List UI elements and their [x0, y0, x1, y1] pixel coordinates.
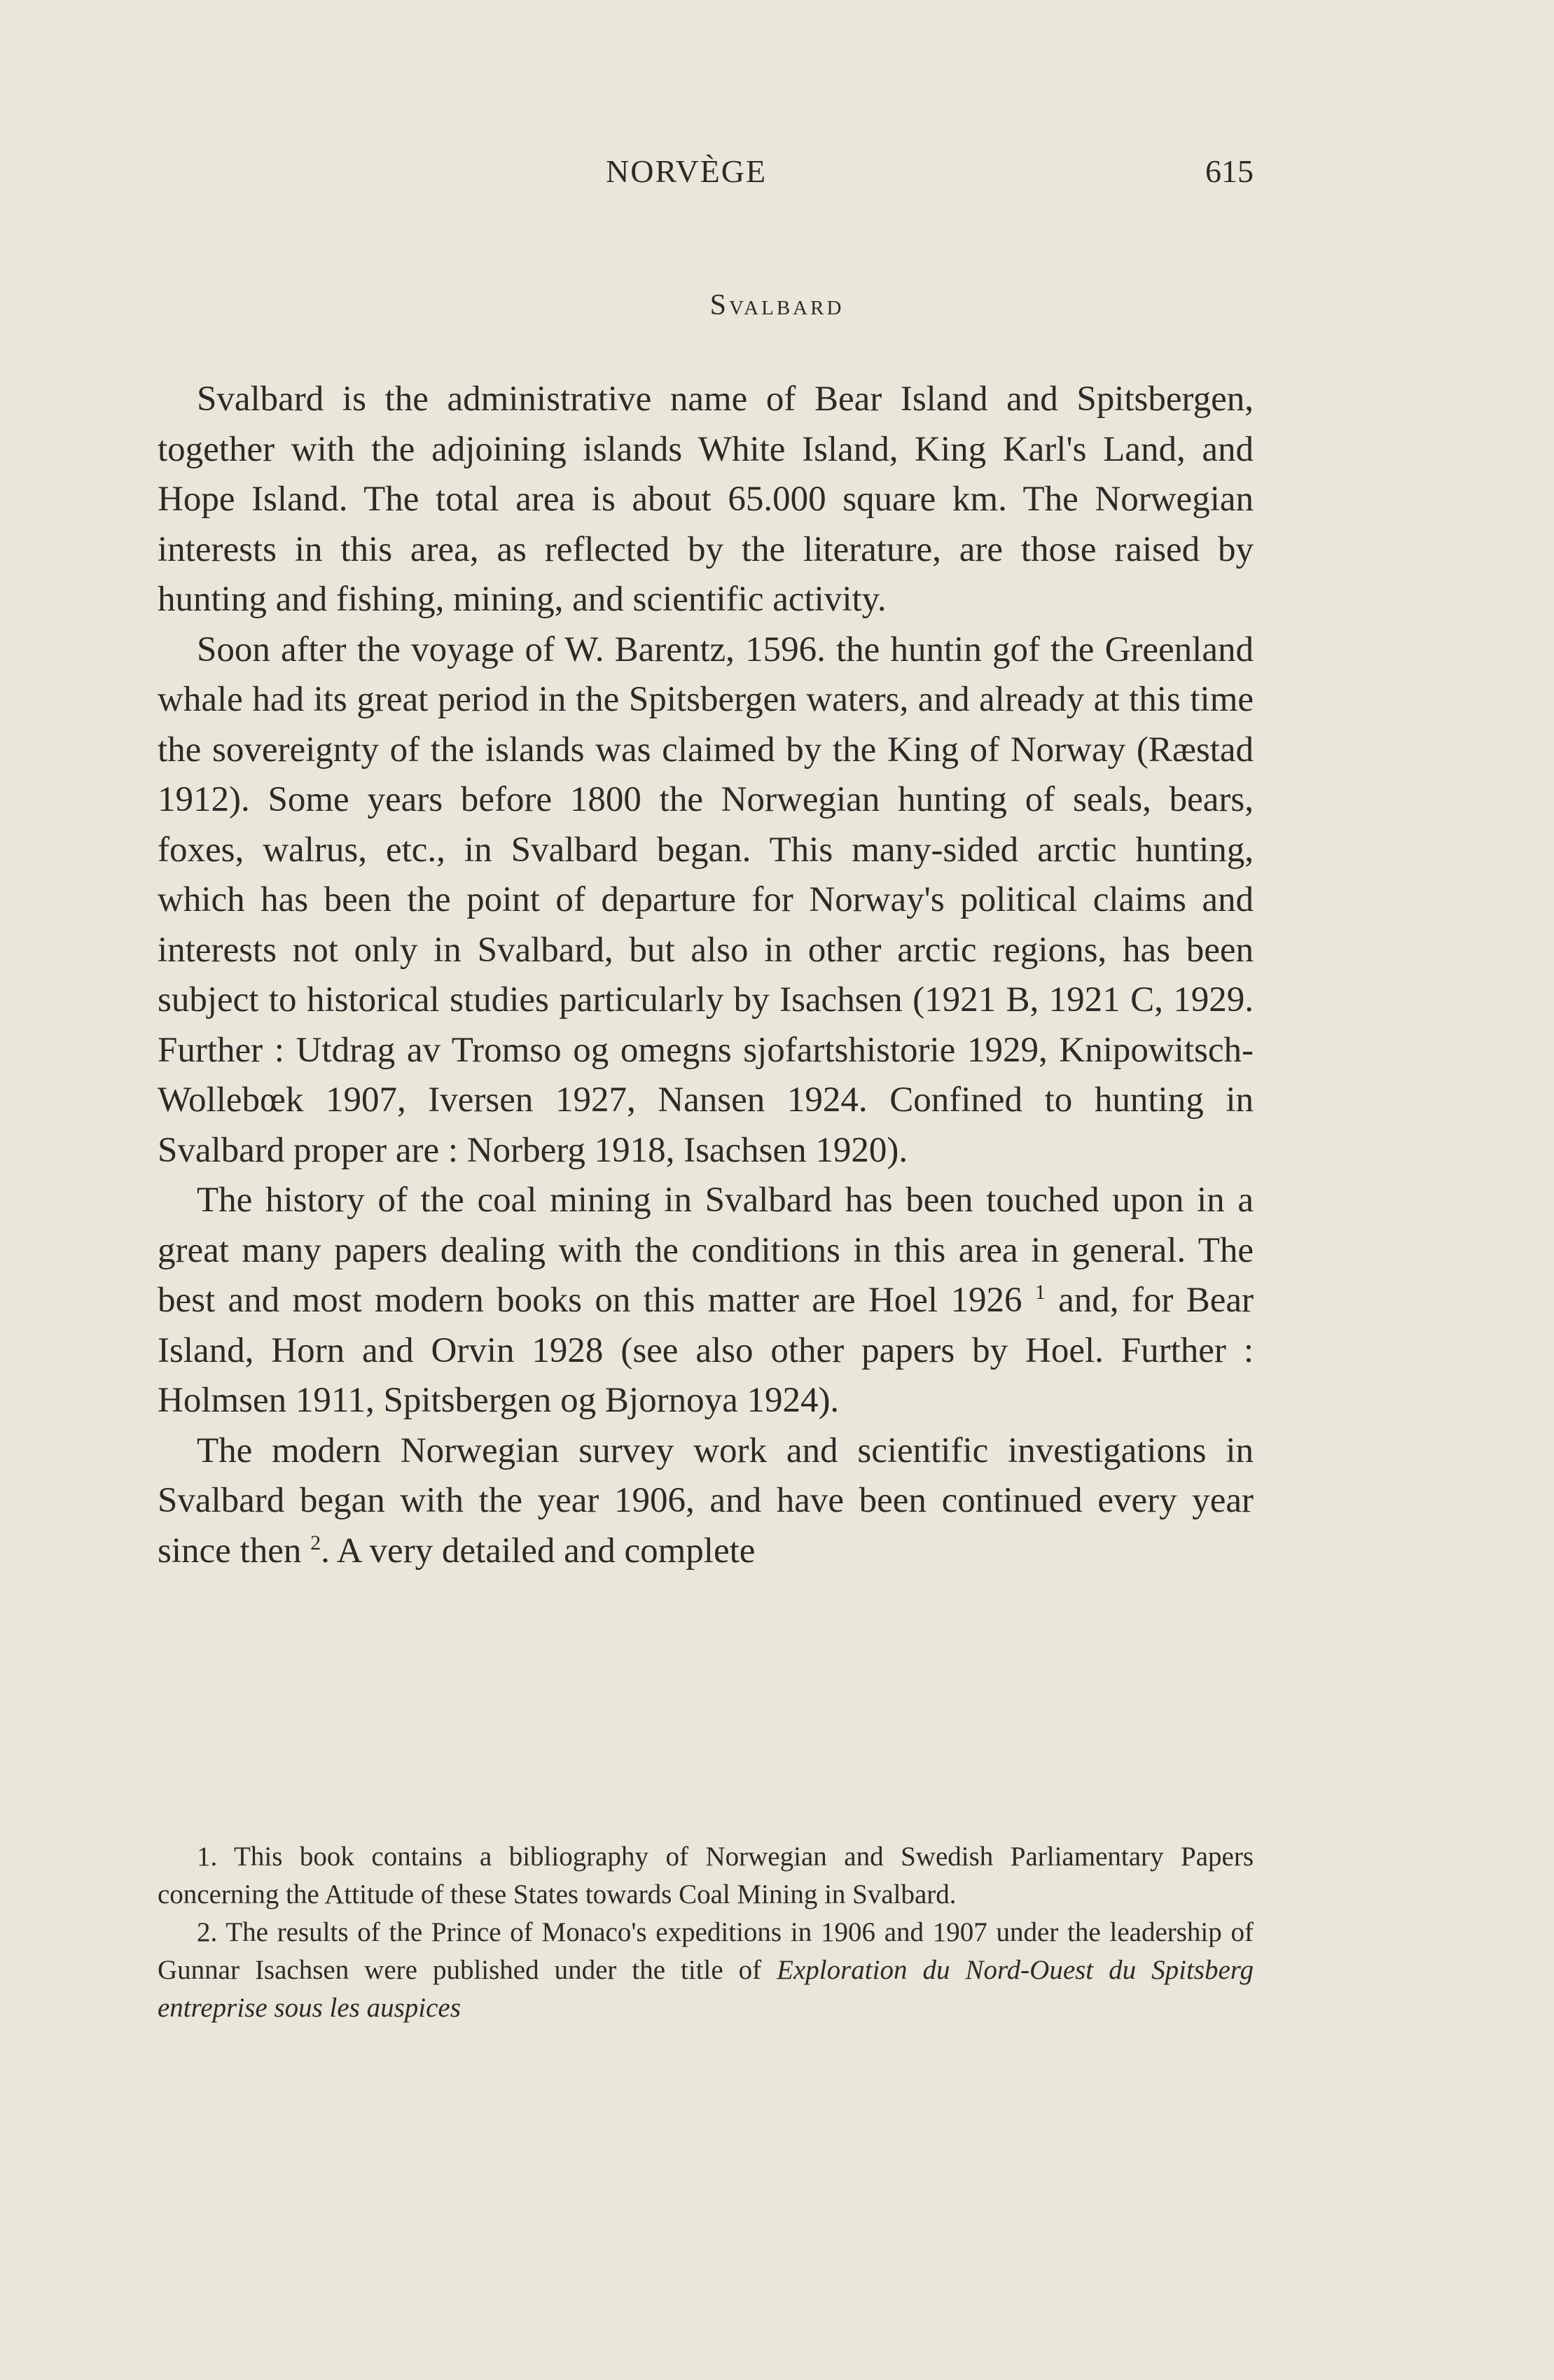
paragraph-4	[158, 1426, 1254, 1577]
paragraph-3	[158, 1176, 1254, 1426]
footnote-2-text: 2. The results of the Prince of Monaco's expeditions in 1906 and 1907 under the leadership of Gunnar Isachsen were published under the title of	[158, 1917, 1254, 1985]
footnote-1: 1. This book contains a bibliography of Norwegian and Swedish Parliamentary Papers concerning the Attitude of these States towards Coal Mining in Svalbard.	[158, 1842, 1254, 1909]
running-head	[158, 153, 1254, 202]
paragraph-4-text-cont: . A very detailed and complete	[321, 1531, 756, 1571]
running-title: NORVÈGE	[606, 153, 768, 189]
paragraph-4-text: The modern Norwegian survey work and scientific investigations in Svalbard began with the year 1906, and have been continued every year since then	[158, 1431, 1254, 1571]
footnote-2	[158, 1914, 1254, 2027]
paragraph-1: Svalbard is the administrative name of Bear Island and Spitsbergen, together with the adjoining islands White Island, King Karl's Land, and Hope Island. The total area is about 65.000 square km. The Norwegian interests in this area, as reflected by the literature, are those raised by hunting and fishing, mining, and scientific activity.	[158, 380, 1254, 619]
body-text	[158, 375, 1254, 1576]
paragraph-2: Soon after the voyage of W. Barentz, 1596. the huntin gof the Greenland whale had its great period in the Spitsbergen waters, and already at this time the sovereignty of the islands was claimed by the King of Norway (Ræstad 1912). Some years before 1800 the Norwegian hunting of seals, bears, foxes, walrus, etc., in Svalbard began. This many-sided arctic hunting, which has been the point of departure for Norway's political claims and interests not only in Svalbard, but also in other arctic regions, has been subject to historical studies particularly by Isachsen (1921 B, 1921 C, 1929. Further : Utdrag av Tromso og omegns sjofartshistorie 1929, Knipowitsch-Wollebœk 1907, Iversen 1927, Nansen 1924. Confined to hunting in Svalbard proper are : Norberg 1918, Isachsen 1920).	[158, 629, 1254, 1170]
section-heading: Svalbard	[709, 289, 845, 321]
footnote-ref-1: 1	[1034, 1281, 1046, 1304]
paragraph-3-text: The history of the coal mining in Svalbard has been touched upon in a great many papers dealing with the conditions in this area in general. The best and most modern books on this matter are Hoel 1926	[158, 1181, 1254, 1320]
page-number: 615	[1205, 153, 1254, 189]
footnote-ref-2: 2	[310, 1531, 321, 1554]
footnotes	[158, 1838, 1254, 2027]
paragraph-3-text-cont: and, for Bear Island, Horn and Orvin 1928 (see also other papers by Hoel. Further : Holmsen 1911, Spitsbergen og Bjornoya 1924).	[158, 1281, 1254, 1420]
footnote-2-italic-title: Exploration du Nord-Ouest du Spitsberg entreprise sous les auspices	[158, 1955, 1254, 2023]
